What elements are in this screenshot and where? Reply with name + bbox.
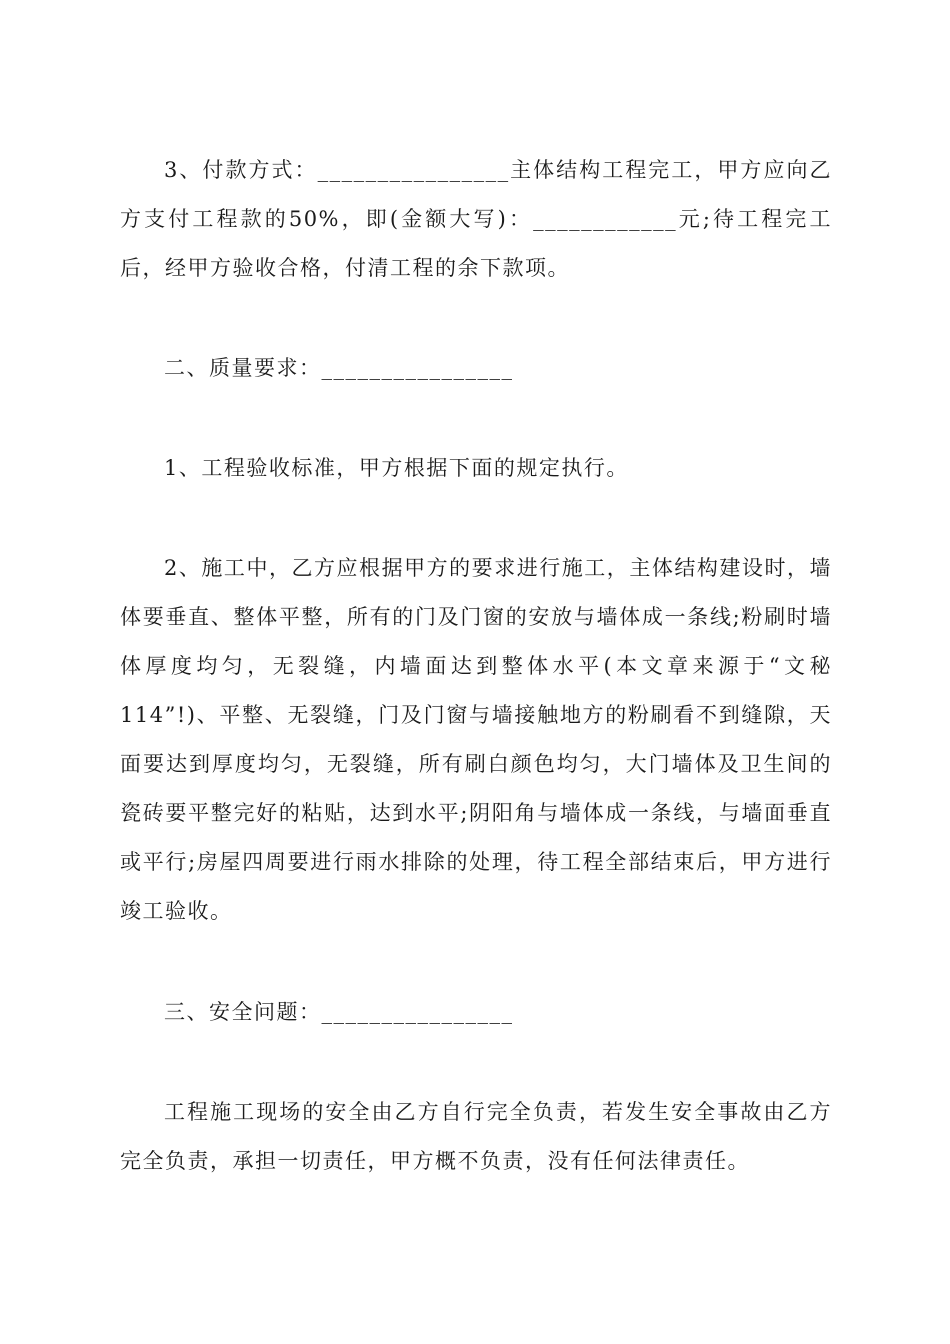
- safety-issues-heading: 三、安全问题：________________: [164, 1000, 514, 1024]
- construction-requirements-paragraph: 2、施工中，乙方应根据甲方的要求进行施工，主体结构建设时，墙体要垂直、整体平整，所有的门及门窗的安放与墙体成一条线;粉刷时墙体厚度均匀，无裂缝，内墙面达到整体水平(本文章来源于“文秘114”!)、平整、无裂缝，门及门窗与墙接触地方的粉刷看不到缝隙，天面要达到厚度均匀，无裂缝，所有刷白颜色均匀，大门墙体及卫生间的瓷砖要平整完好的粘贴，达到水平;阴阳角与墙体成一条线，与墙面垂直或平行;房屋四周要进行雨水排除的处理，待工程全部结束后，甲方进行竣工验收。: [120, 556, 832, 923]
- safety-responsibility-paragraph: 工程施工现场的安全由乙方自行完全负责，若发生安全事故由乙方完全负责，承担一切责任，甲方概不负责，没有任何法律责任。: [120, 1100, 832, 1173]
- acceptance-standard-paragraph: 1、工程验收标准，甲方根据下面的规定执行。: [164, 456, 629, 480]
- quality-requirements-heading: 二、质量要求：________________: [164, 356, 514, 380]
- payment-method-paragraph: 3、付款方式：________________主体结构工程完工，甲方应向乙方支付工程款的50%，即(金额大写)：____________元;待工程完工后，经甲方验收合格，付清工程的余下款项。: [120, 158, 832, 280]
